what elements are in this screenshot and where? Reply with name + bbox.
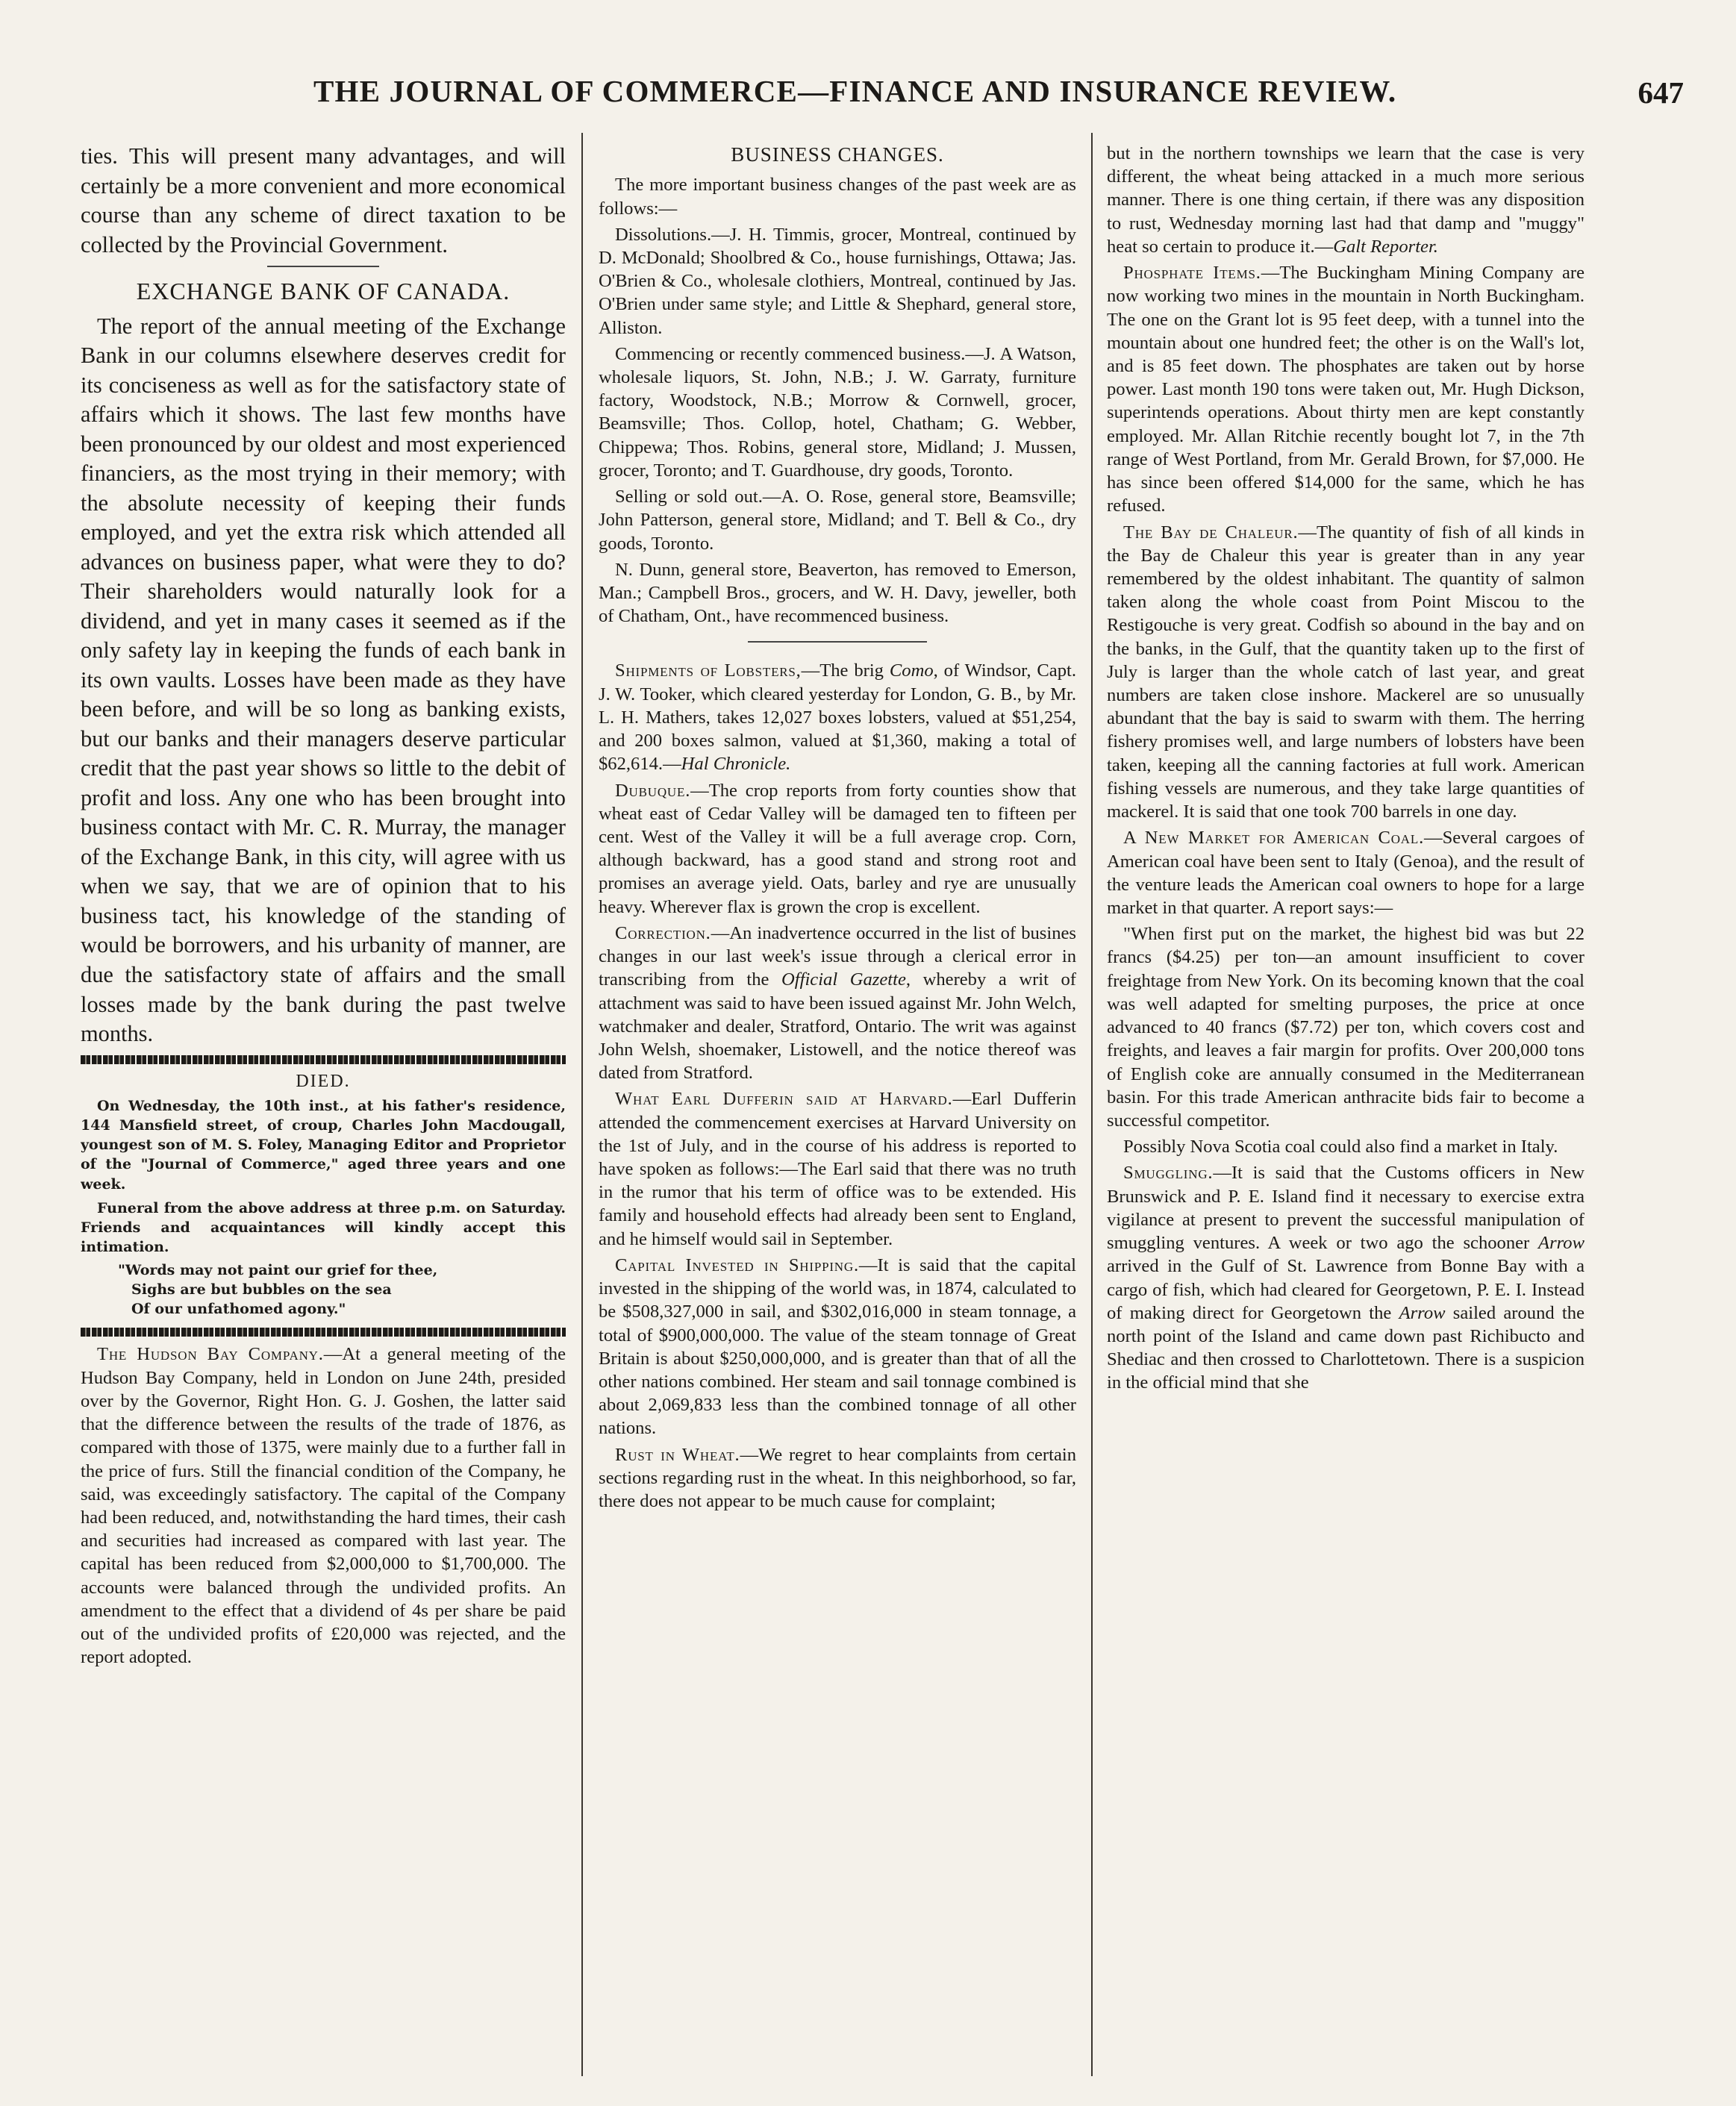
article-lead: Shipments of Lobsters, (615, 660, 802, 681)
death-notice (81, 1096, 566, 1257)
verse-line: Of our unfathomed agony." (131, 1300, 346, 1317)
phosphate-article (1107, 261, 1584, 517)
article-body: —The crop reports from forty counties show that wheat east of Cedar Valley will be damaged ten to fifteen per cent. West of the Valley it will be a full average crop. Corn, although backward, has a good stand and strong root and promises an average yield. Oats, barley and rye are unusually heavy. Wherever flax is grown the crop is excellent. (599, 780, 1076, 917)
capital-shipping-article (599, 1254, 1076, 1440)
lobsters-article (599, 659, 1076, 775)
article-source: Hal Chronicle. (681, 754, 791, 775)
dissolutions-paragraph: Dissolutions.—J. H. Timmis, grocer, Montreal, continued by D. McDonald; Shoolbred & Co., house furnishings, Ottawa; Jas. O'Brien & Co., wholesale clothiers, Montreal, continued by Jas. O'Brien under same style; and Little & Shephard, general store, Alliston. (599, 224, 1076, 338)
column-3 (1107, 142, 1584, 2084)
commencing-paragraph: Commencing or recently commenced business.—J. A Watson, wholesale liquors, St. John, N.B.; J. W. Garraty, furniture factory, Woodstock, N.B.; Morrow & Cornwell, grocer, Beamsville; Thos. Collop, hotel, Chatham; G. Webber, Chippewa; Thos. Robins, general store, Midland; J. Mussen, grocer, Toronto; and T. Guardhouse, dry goods, Toronto. (599, 343, 1076, 481)
column-divider-left (581, 133, 583, 2076)
article-lead: Dubuque. (615, 780, 691, 801)
ornamental-rule (81, 1055, 566, 1064)
exchange-bank-article: The report of the annual meeting of the Exchange Bank in our columns elsewhere deserves credit for its conciseness as well as for the satisfactory state of affairs which it shows. The last few months have been pronounced by our oldest and most experienced financiers, as the most trying in their memory; with the absolute necessity of keeping their funds employed, and yet the extra risk which attended all advances on business paper, what were they to do? Their shareholders would naturally look for a dividend, and yet in many cases it seemed as if the only safety lay in keeping the funds of each bank in its own vaults. Losses have been made as they have been before, and will be so long as banking exists, but our banks and their managers deserve particular credit that the past year shows so little to the debit of profit and loss. Any one who has been brought into business contact with Mr. C. R. Murray, the manager of the Exchange Bank, in this city, will agree with us when we say, that we are of opinion that to his business tact, his knowledge of the standing of would be borrowers, and his urbanity of manner, are due the satisfactory state of affairs and the small losses made by the bank during the past twelve months. (81, 313, 566, 1047)
article-body: —Earl Dufferin attended the commencement exercises at Harvard University on the 1st of July, and in the course of his address is reported to have spoken as follows:—The Earl said that there was no truth in the rumor that his term of office was to be extended. His family and household effects had already been sent to England, and he himself would sail in September. (599, 1089, 1076, 1249)
nova-scotia-paragraph: Possibly Nova Scotia coal could also find a market in Italy. (1123, 1137, 1558, 1157)
rust-wheat-article (599, 1443, 1076, 1513)
article-body: , of Windsor, Capt. J. W. Tooker, which cleared yesterday for London, G. B., by Mr. L. H. Mathers, takes 12,027 boxes lobsters, valued at $51,254, and 200 boxes salmon, valued at $1,360, making a total of $62,614.— (599, 660, 1076, 775)
article-lead: A New Market for American Coal. (1123, 828, 1425, 849)
article-lead: Rust in Wheat. (615, 1444, 740, 1465)
article-body: —It is said that the Customs officers in New Brunswick and P. E. Island find it necessary to exercise extra vigilance at present to prevent the successful manipulation of smuggling ventures. A week or two ago the schooner (1107, 1163, 1584, 1254)
article-body: —An inadvertence occurred in the list of busines changes in our last week's issue through a clerical error in transcribing from the (599, 922, 1076, 990)
ship-name: Arrow (1538, 1233, 1584, 1254)
hudson-bay-article (81, 1343, 566, 1669)
dunn-paragraph: N. Dunn, general store, Beaverton, has removed to Emerson, Man.; Campbell Bros., grocers, and W. H. Davy, jeweller, both of Chatham, Ont., have recommenced business. (599, 559, 1076, 627)
publication-name: Official Gazette (781, 969, 906, 990)
article-lead: The Bay de Chaleur. (1123, 522, 1299, 543)
column-2 (599, 142, 1076, 2084)
dubuque-article (599, 779, 1076, 919)
article-lead: Smuggling. (1123, 1163, 1214, 1184)
article-body: —We regret to hear complaints from certain sections regarding rust in the wheat. In this neighborhood, so far, there does not appear to be much cause for complaint; (599, 1444, 1076, 1512)
page-title: THE JOURNAL OF COMMERCE—FINANCE AND INSURANCE REVIEW. (313, 74, 1397, 108)
correction-article (599, 922, 1076, 1085)
article-body: —The quantity of fish of all kinds in the Bay de Chaleur this year is greater than in any year remembered by the oldest inhabitant. The quantity of salmon taken along the whole coast from Point Miscou to the Restigouche is very great. Codfish so abound in the bay and on the banks, in the Gulf, that the quantity taken up to the first of July is larger than the whole catch of last year, and great numbers are taken close inshore. Mackerel are so unusually abundant that the bay is said to swarm with them. The herring fishery promises well, and large numbers of lobsters have been taken, keeping all the canning factories at full work. American fishing vessels are numerous, and they take large quantities of mackerel. It is said that one took 700 barrels in one day. (1107, 522, 1584, 822)
ship-name: Como (889, 660, 934, 681)
article-source: Galt Reporter. (1333, 236, 1438, 257)
article-lead: Phosphate Items. (1123, 263, 1261, 284)
rust-wheat-continued (1107, 142, 1584, 258)
page-header (60, 73, 1684, 125)
memorial-verse (118, 1261, 566, 1319)
business-changes-heading: BUSINESS CHANGES. (731, 143, 944, 166)
american-coal-article (1107, 826, 1584, 919)
verse-line: "Words may not paint our grief for thee, (118, 1262, 438, 1279)
article-body: —At a general meeting of the Hudson Bay Company, held in London on June 24th, presided over by the Governor, Right Hon. G. J. Goshen, the latter said that the difference between the results of the trade of 1876, as compared with those of 1375, were mainly due to a further fall in the price of furs. Still the financial condition of the Company, he said, was exceedingly satisfactory. The capital of the Company had been reduced, and, notwithstanding the hard times, their cash and securities had increased as compared with last year. The capital has been reduced from $2,000,000 to $1,700,000. The accounts were balanced through the undivided profits. An amendment to the effect that a dividend of 4s per share be paid out of the undivided profits of £20,000 was rejected, and the report adopted. (81, 1344, 566, 1668)
article-body: but in the northern townships we learn that the case is very different, the wheat being attacked in a much more serious manner. There is one thing certain, if there was any disposition to rust, Wednesday morning last had that damp and "muggy" heat so certain to produce it.— (1107, 143, 1584, 257)
ship-name: Arrow (1399, 1302, 1446, 1323)
dufferin-article (599, 1087, 1076, 1251)
article-body: —The brig (801, 660, 890, 681)
verse-line: Sighs are but bubbles on the sea (131, 1281, 392, 1299)
section-divider (267, 266, 379, 267)
page-number: 647 (1637, 75, 1684, 110)
died-heading: DIED. (296, 1071, 351, 1091)
intro-paragraph: ties. This will present many advantages, and will certainly be a more convenient and more economical course than any scheme of direct taxation to be collected by the Provincial Government. (81, 143, 566, 257)
article-body: —It is said that the capital invested in the shipping of the world was, in 1874, calculated to be $508,327,000 in sail, and $302,016,000 in steam tonnage, a total of $900,000,000. The value of the steam tonnage of Great Britain is about $250,000,000, and is greater than that of all the other nations combined. Her steam and sail tonnage combined is about 2,069,833 less than the combined tonnage of all other nations. (599, 1254, 1076, 1439)
section-divider (748, 641, 927, 643)
column-divider-right (1091, 133, 1093, 2076)
death-notice-text: On Wednesday, the 10th inst., at his father's residence, 144 Mansfield street, of croup, Charles John Macdougall, youngest son of M. S. Foley, Managing Editor and Proprietor of the "Journal of Commerce," aged three years and one week. (81, 1097, 566, 1193)
selling-paragraph: Selling or sold out.—A. O. Rose, general store, Beamsville; John Patterson, general store, Midland; and T. Bell & Co., dry goods, Toronto. (599, 487, 1076, 554)
smuggling-article (1107, 1161, 1584, 1394)
funeral-notice-text: Funeral from the above address at three p.m. on Saturday. Friends and acquaintances will kindly accept this intimation. (81, 1199, 566, 1256)
bay-de-chaleur-article (1107, 521, 1584, 824)
ornamental-rule (81, 1328, 566, 1337)
exchange-bank-heading: EXCHANGE BANK OF CANADA. (136, 278, 511, 305)
business-changes-intro: The more important business changes of the past week are as follows:— (599, 175, 1076, 219)
article-lead: Correction. (615, 922, 711, 943)
article-body: —The Buckingham Mining Company are now working two mines in the mountain in North Buckingham. The one on the Grant lot is 95 feet deep, with a tunnel into the mountain about one hundred feet; the other is on the Wall's lot, and is 85 feet down. The phosphates are taken out by horse power. Last month 190 tons were taken out, Mr. Hugh Dickson, superintends operations. About thirty men are kept constantly employed. Mr. Allan Ritchie recently bought lot 7, in the 7th range of West Portland, from Mr. Gerald Brown, for $7,000. He has since been offered $14,000 for the same, which he has refused. (1107, 263, 1584, 516)
article-body: arrived in the Gulf of St. Lawrence from Bonne Bay with a cargo of fish, which had cleared for Georgetown, P. E. I. Instead of making direct for Georgetown the (1107, 1256, 1584, 1323)
coal-report-quote: "When first put on the market, the highest bid was but 22 francs ($4.25) per ton—an amount insufficient to cover freightage from New York. On its becoming known that the coal was well adapted for smelting purposes, the price at once advanced to 40 francs ($7.72) per ton, which covers cost and freights, and leaves a fair margin for profits. Over 200,000 tons of English coke are annually consumed in the Mediterranean basin. For this trade American anthracite bids fair to become a successful competitor. (1107, 924, 1584, 1131)
article-lead: Capital Invested in Shipping. (615, 1254, 859, 1275)
article-lead: The Hudson Bay Company. (97, 1344, 324, 1365)
article-body: sailed around the north point of the Island and came down past Richibucto and Shediac and then crossed to Charlottetown. There is a suspicion in the official mind that she (1107, 1302, 1584, 1393)
article-lead: What Earl Dufferin said at Harvard. (615, 1089, 953, 1110)
article-body: —Several cargoes of American coal have been sent to Italy (Genoa), and the result of the venture leads the American coal owners to hope for a large market in that quarter. A report says:— (1107, 828, 1584, 918)
column-1 (81, 142, 566, 2084)
article-body: , whereby a writ of attachment was said to have been issued against Mr. John Welch, watchmaker and dealer, Stratford, Ontario. The writ was against John Welsh, shoemaker, Listowell, and the notice thereof was dated from Stratford. (599, 969, 1076, 1084)
